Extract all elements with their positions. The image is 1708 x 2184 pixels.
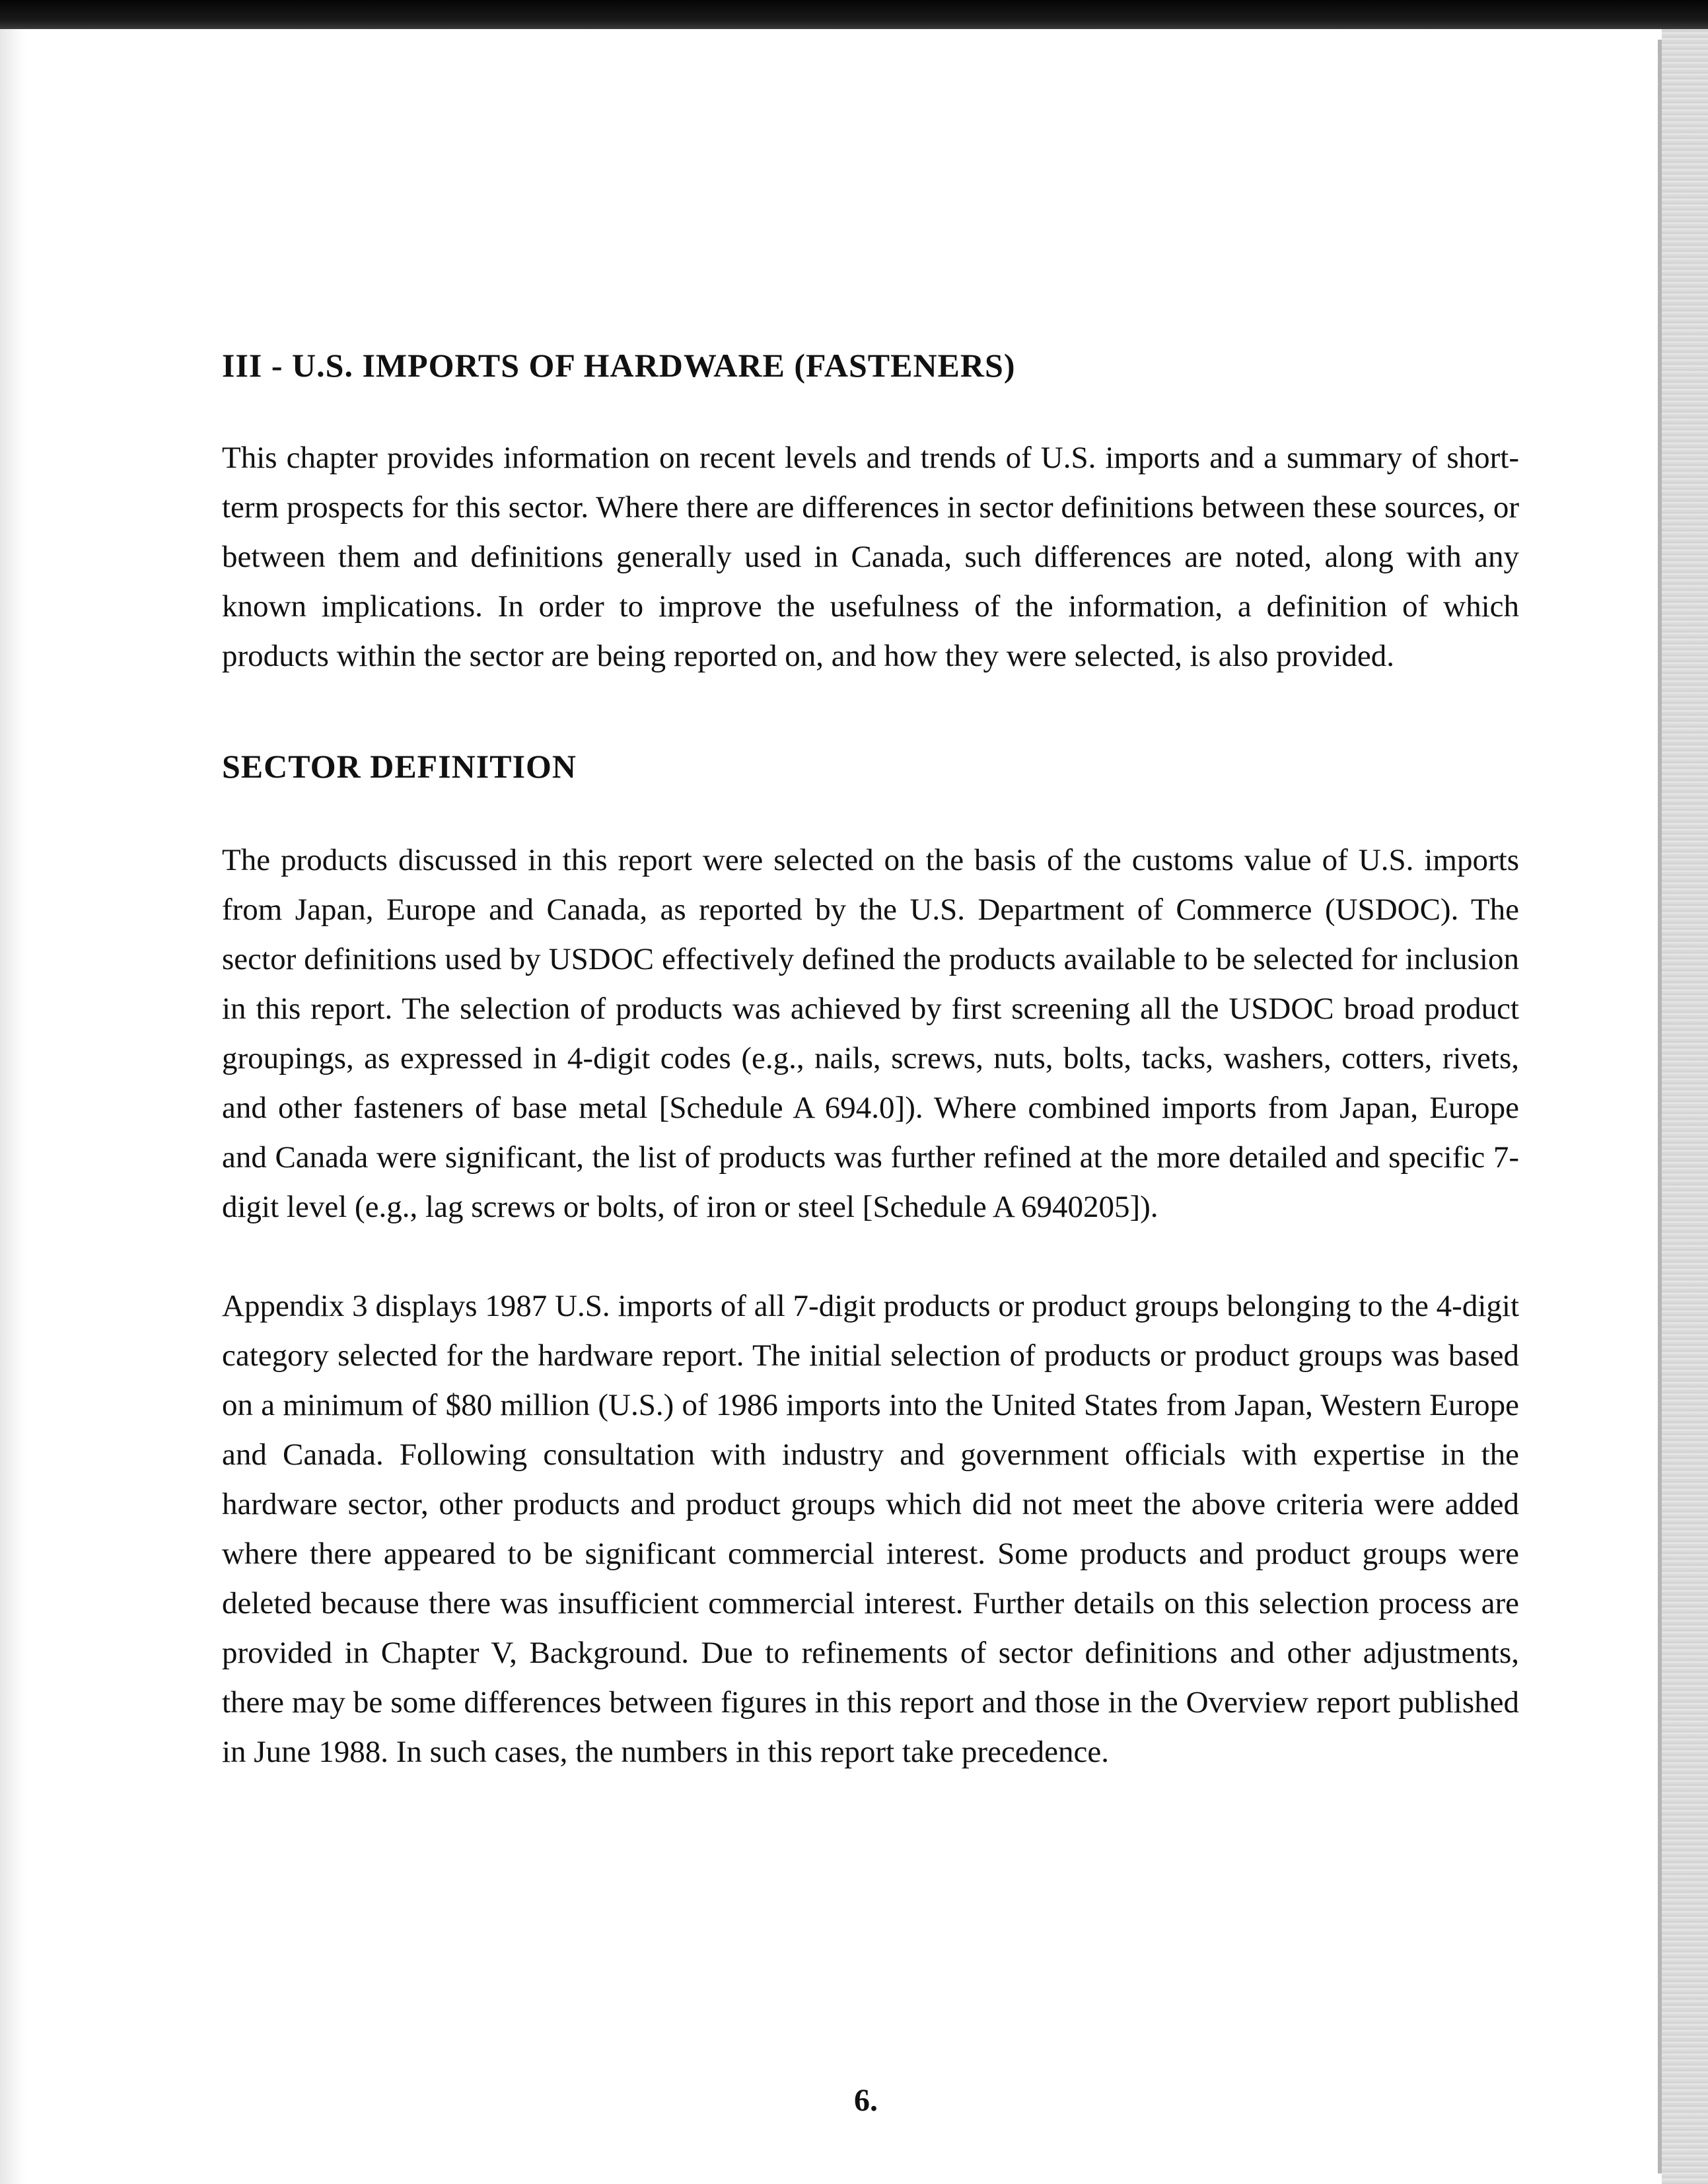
scan-top-border [0, 0, 1708, 29]
scan-left-edge [0, 29, 26, 2184]
scan-right-edge [1662, 29, 1708, 2184]
chapter-heading: III - U.S. IMPORTS OF HARDWARE (FASTENERS) [222, 347, 1016, 384]
sector-definition-paragraph-2: Appendix 3 displays 1987 U.S. imports of all 7-digit products or product groups belonging to the 4-digit category selected for the hardware report. The initial selection of products or product groups was based on a minimum of $80 million (U.S.) of 1986 imports into the United States from Japan, Western Europe and Canada. Following consultation with industry and government officials with expertise in the hardware sector, other products and product groups which did not meet the above criteria were added where there appeared to be significant commercial interest. Some products and product groups were deleted because there was insufficient commercial interest. Further details on this selection process are provided in Chapter V, Background. Due to refinements of sector definitions and other adjustments, there may be some differences between figures in this report and those in the Overview report published in June 1988. In such cases, the numbers in this report take precedence. [222, 1289, 1519, 1769]
sector-definition-paragraph-1: The products discussed in this report were selected on the basis of the customs value of U.S. imports from Japan, Europe and Canada, as reported by the U.S. Department of Commerce (USDOC). The sector definitions used by USDOC effectively defined the products available to be selected for inclusion in this report. The selection of products was achieved by first screening all the USDOC broad product groupings, as expressed in 4-digit codes (e.g., nails, screws, nuts, bolts, tacks, washers, cotters, rivets, and other fasteners of base metal [Schedule A 694.0]). Where combined imports from Japan, Europe and Canada were significant, the list of products was further refined at the more detailed and specific 7-digit level (e.g., lag screws or bolts, of iron or steel [Schedule A 6940205]). [222, 843, 1519, 1224]
page-number: 6. [854, 2083, 878, 2118]
intro-paragraph: This chapter provides information on recent levels and trends of U.S. imports and a summary of short-term prospects for this sector. Where there are differences in sector definitions between these sources, or between them and definitions generally used in Canada, such differences are noted, along with any known implications. In order to improve the usefulness of the information, a definition of which products within the sector are being reported on, and how they were selected, is also provided. [222, 441, 1519, 673]
page-body [222, 344, 1519, 1777]
section-heading-sector-definition: SECTOR DEFINITION [222, 748, 577, 785]
